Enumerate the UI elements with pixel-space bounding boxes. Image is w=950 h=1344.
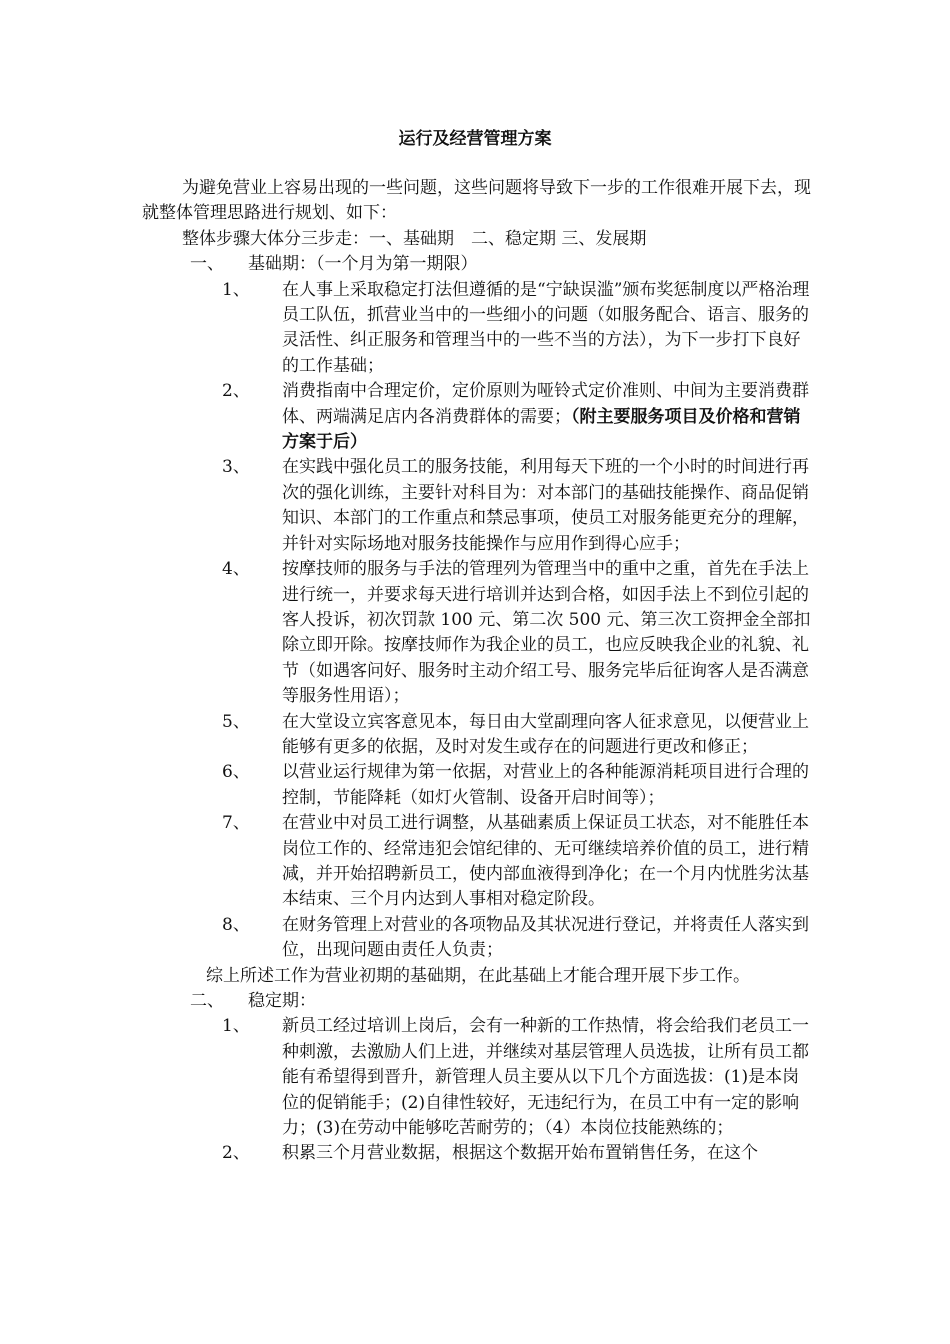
item-text: 消费指南中合理定价，定价原则为哑铃式定价准则、中间为主要消费群体、两端满足店内各消费群体的需要； — [282, 381, 809, 427]
section-2-heading — [142, 989, 812, 1014]
section-2-title: 稳定期： — [248, 991, 316, 1011]
list-item — [142, 557, 812, 709]
item-bold-note: （附主要服务项目及价格和营销方案于后） — [282, 406, 801, 453]
item-text: 在人事上采取稳定打法但遵循的是“宁缺误滥”颁布奖惩制度以严格治理员工队伍，抓营业当中的一些细小的问题（如服务配合、语言、服务的灵活性、纠正服务和管理当中的一些不当的方法），为下一步打下良好的工作基础； — [282, 279, 810, 376]
item-number: 5、 — [222, 711, 250, 732]
summary-line: 综上所述工作为营业初期的基础期，在此基础上才能合理开展下步工作。 — [206, 965, 750, 986]
item-number: 6、 — [222, 762, 250, 783]
list-item — [142, 379, 812, 455]
list-item — [142, 811, 812, 913]
item-number: 3、 — [222, 457, 250, 478]
item-number: 2、 — [222, 381, 250, 402]
item-number: 8、 — [222, 914, 250, 935]
list-item — [142, 278, 812, 380]
list-item — [142, 1014, 812, 1141]
section-1-heading — [142, 252, 812, 277]
item-text: 以营业运行规律为第一依据，对营业上的各种能源消耗项目进行合理的控制，节能降耗（如灯火管制、设备开启时间等）； — [282, 762, 809, 808]
item-text-wrapper — [282, 379, 812, 455]
list-item — [142, 913, 812, 964]
section-1-title: 基础期：（一个月为第一期限） — [248, 254, 478, 275]
item-text: 在营业中对员工进行调整，从基础素质上保证员工状态，对不能胜任本岗位工作的、经常违犯会馆纪律的、无可继续培养价值的员工，进行精减，并开始招聘新员工，使内部血液得到净化；在一个月内忧胜劣汰基本结束、三个月内达到人事相对稳定阶段。 — [282, 813, 809, 910]
list-item — [142, 760, 812, 811]
intro-paragraph: 为避免营业上容易出现的一些问题，这些问题将导致下一步的工作很难开展下去，现就整体管理思路进行规划、如下： — [142, 178, 811, 224]
steps-line: 整体步骤大体分三步走：一、基础期 二、稳定期 三、发展期 — [182, 228, 647, 249]
item-text: 在实践中强化员工的服务技能，利用每天下班的一个小时的时间进行再次的强化训练，主要针对科目为：对本部门的基础技能操作、商品促销知识、本部门的工作重点和禁忌事项，使员工对服务能更充分的理解，并针对实际场地对服务技能操作与应用作到得心应手； — [282, 457, 809, 554]
item-text: 在大堂设立宾客意见本，每日由大堂副理向客人征求意见，以便营业上能够有更多的依据，及时对发生或存在的问题进行更改和修正； — [282, 711, 809, 757]
section-1-number: 一、 — [190, 254, 224, 275]
list-item — [142, 710, 812, 761]
item-number: 1、 — [222, 1016, 250, 1037]
item-text: 积累三个月营业数据，根据这个数据开始布置销售任务，在这个 — [282, 1143, 758, 1164]
item-number: 1、 — [222, 279, 250, 300]
document-body — [142, 176, 812, 1167]
item-number: 2、 — [222, 1143, 250, 1164]
list-item — [142, 1141, 812, 1166]
section-2-number: 二、 — [190, 991, 224, 1011]
list-item — [142, 455, 812, 557]
document-title: 运行及经营管理方案 — [398, 129, 552, 149]
item-text: 新员工经过培训上岗后，会有一种新的工作热情，将会给我们老员工一种刺激，去激励人们上进，并继续对基层管理人员选拔，让所有员工都能有希望得到晋升，新管理人员主要从以下几个方面选拔：(1)是本岗位的促销能手；(2)自律性较好，无违纪行为，在员工中有一定的影响力；(3)在劳动中能够吃苦耐劳的；（4）本岗位技能熟练的； — [282, 1016, 809, 1139]
item-text: 按摩技师的服务与手法的管理列为管理当中的重中之重，首先在手法上进行统一，并要求每天进行培训并达到合格，如因手法上不到位引起的客人投诉，初次罚款 100 元、第二次 500 元、第三次工资押金全部扣除立即开除。按摩技师作为我企业的员工，也应反映我企业的礼貌、礼节（如遇客问好、服务时主动介绍工号、服务完毕后征询客人是否满意等服务性用语）； — [282, 559, 811, 707]
item-text: 在财务管理上对营业的各项物品及其状况进行登记，并将责任人落实到位，出现问题由责任人负责； — [282, 914, 809, 961]
item-number: 7、 — [222, 813, 250, 834]
item-number: 4、 — [222, 559, 250, 580]
